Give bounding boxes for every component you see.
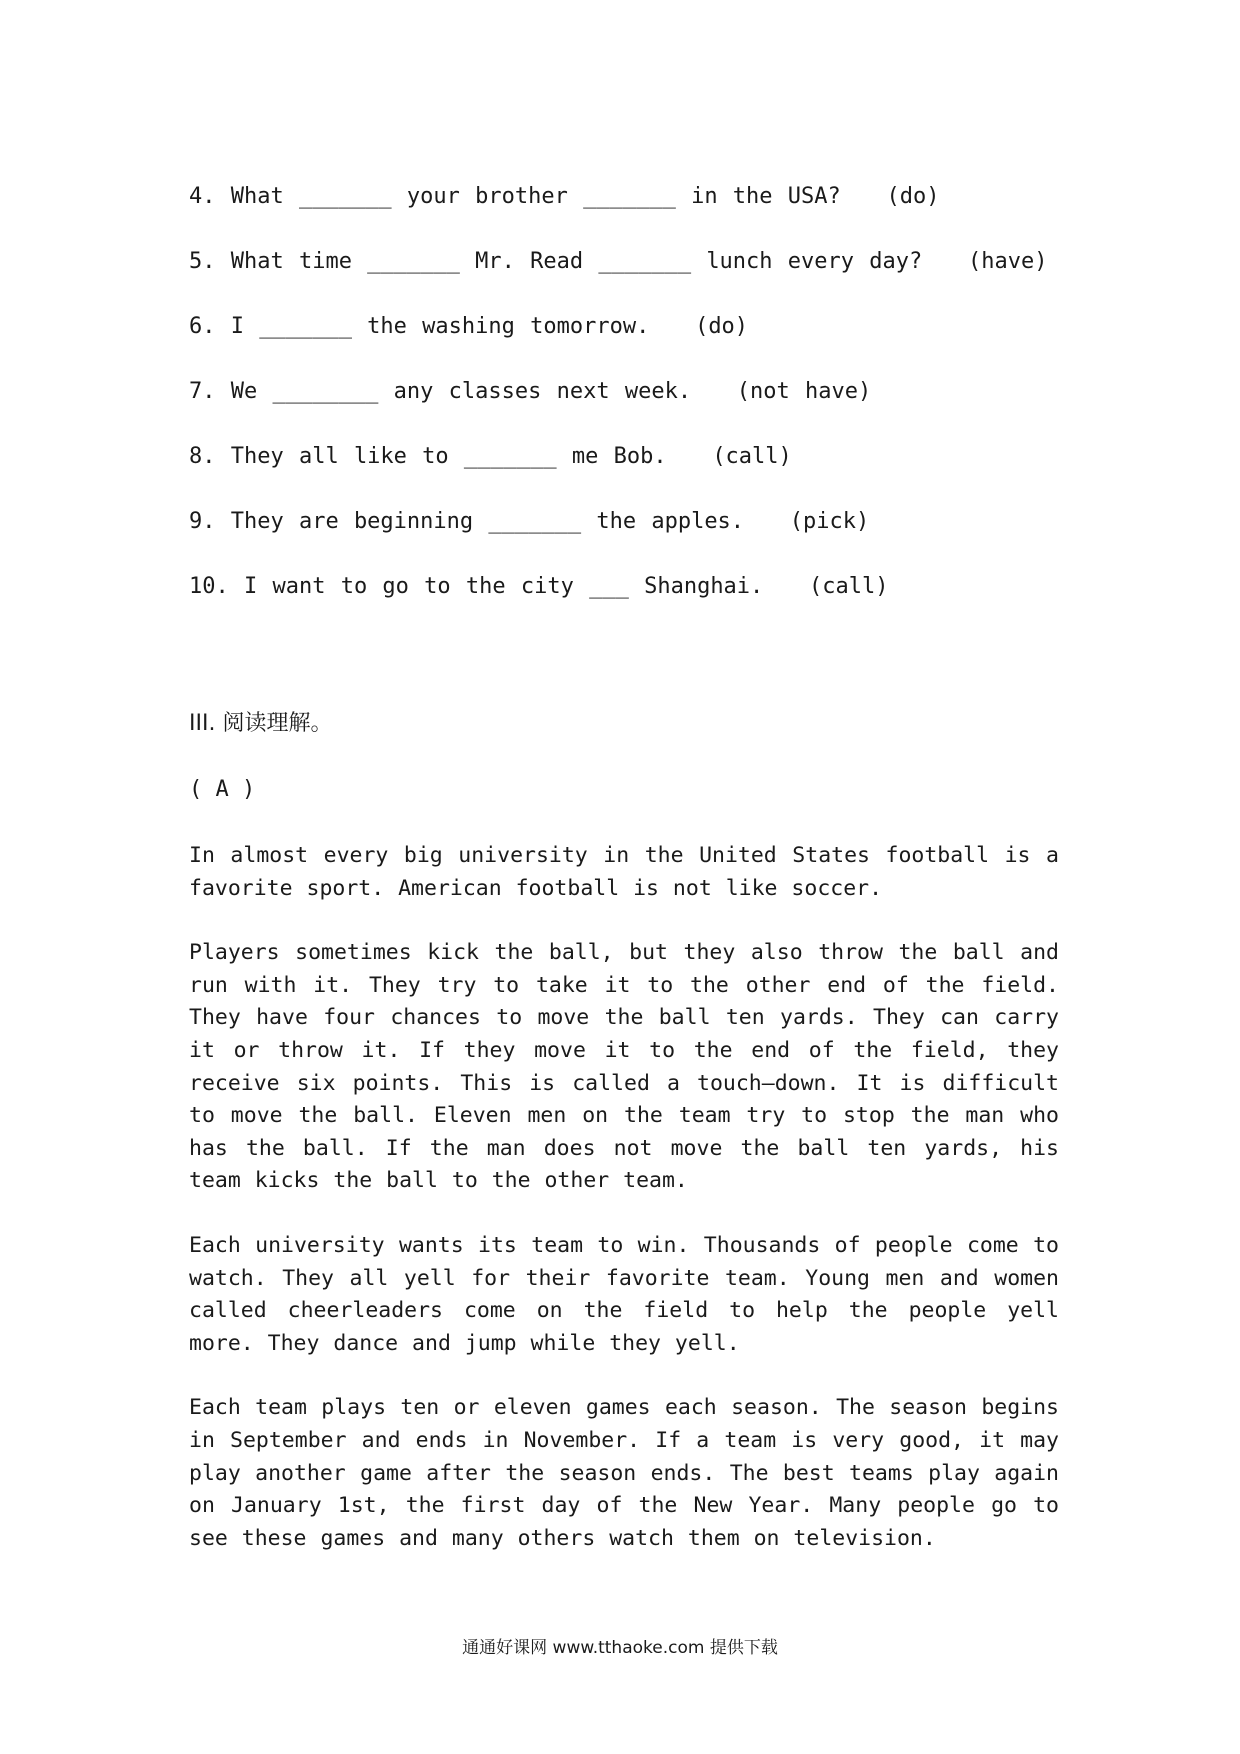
exercise-list [189, 182, 1069, 637]
page-footer: 通通好课网 www.tthaoke.com 提供下载 [462, 1638, 778, 1658]
passage-label: ( A ) [189, 777, 256, 802]
exercise-item-4: 4. What _______ your brother _______ in the USA? (do) [189, 184, 940, 209]
exercise-item-8: 8. They all like to _______ me Bob. (call) [189, 444, 792, 469]
exercise-item-5: 5. What time _______ Mr. Read _______ lunch every day? (have) [189, 249, 1048, 274]
exercise-item-10: 10. I want to go to the city ___ Shanghai. (call) [189, 574, 889, 599]
section-heading: III. 阅读理解。 [189, 711, 333, 736]
passage-paragraph-1: In almost every big university in the United States football is a favorite sport. American football is not like soccer. [189, 843, 1059, 901]
exercise-item-9: 9. They are beginning _______ the apples. (pick) [189, 509, 870, 534]
passage-paragraph-4: Each team plays ten or eleven games each season. The season begins in September and ends in November. If a team is very good, it may play another game after the season ends. The best teams play again on January 1st, the first day of the New Year. Many people go to see these games and many others watch them on television. [189, 1395, 1059, 1551]
passage-paragraph-3: Each university wants its team to win. Thousands of people come to watch. They all yell for their favorite team. Young men and women called cheerleaders come on the field to help the people yell more. They dance and jump while they yell. [189, 1232, 1059, 1356]
exercise-item-6: 6. I _______ the washing tomorrow. (do) [189, 314, 749, 339]
exercise-item-7: 7. We ________ any classes next week. (not have) [189, 379, 872, 404]
passage-paragraph-2: Players sometimes kick the ball, but they also throw the ball and run with it. They try to take it to the other end of the field. They have four chances to move the ball ten yards. They can carry it or throw it. If they move it to the end of the field, they receive six points. This is called a touch—down. It is difficult to move the ball. Eleven men on the team try to stop the man who has the ball. If the man does not move the ball ten yards, his team kicks the ball to the other team. [189, 940, 1059, 1194]
reading-passage [189, 840, 1059, 1587]
